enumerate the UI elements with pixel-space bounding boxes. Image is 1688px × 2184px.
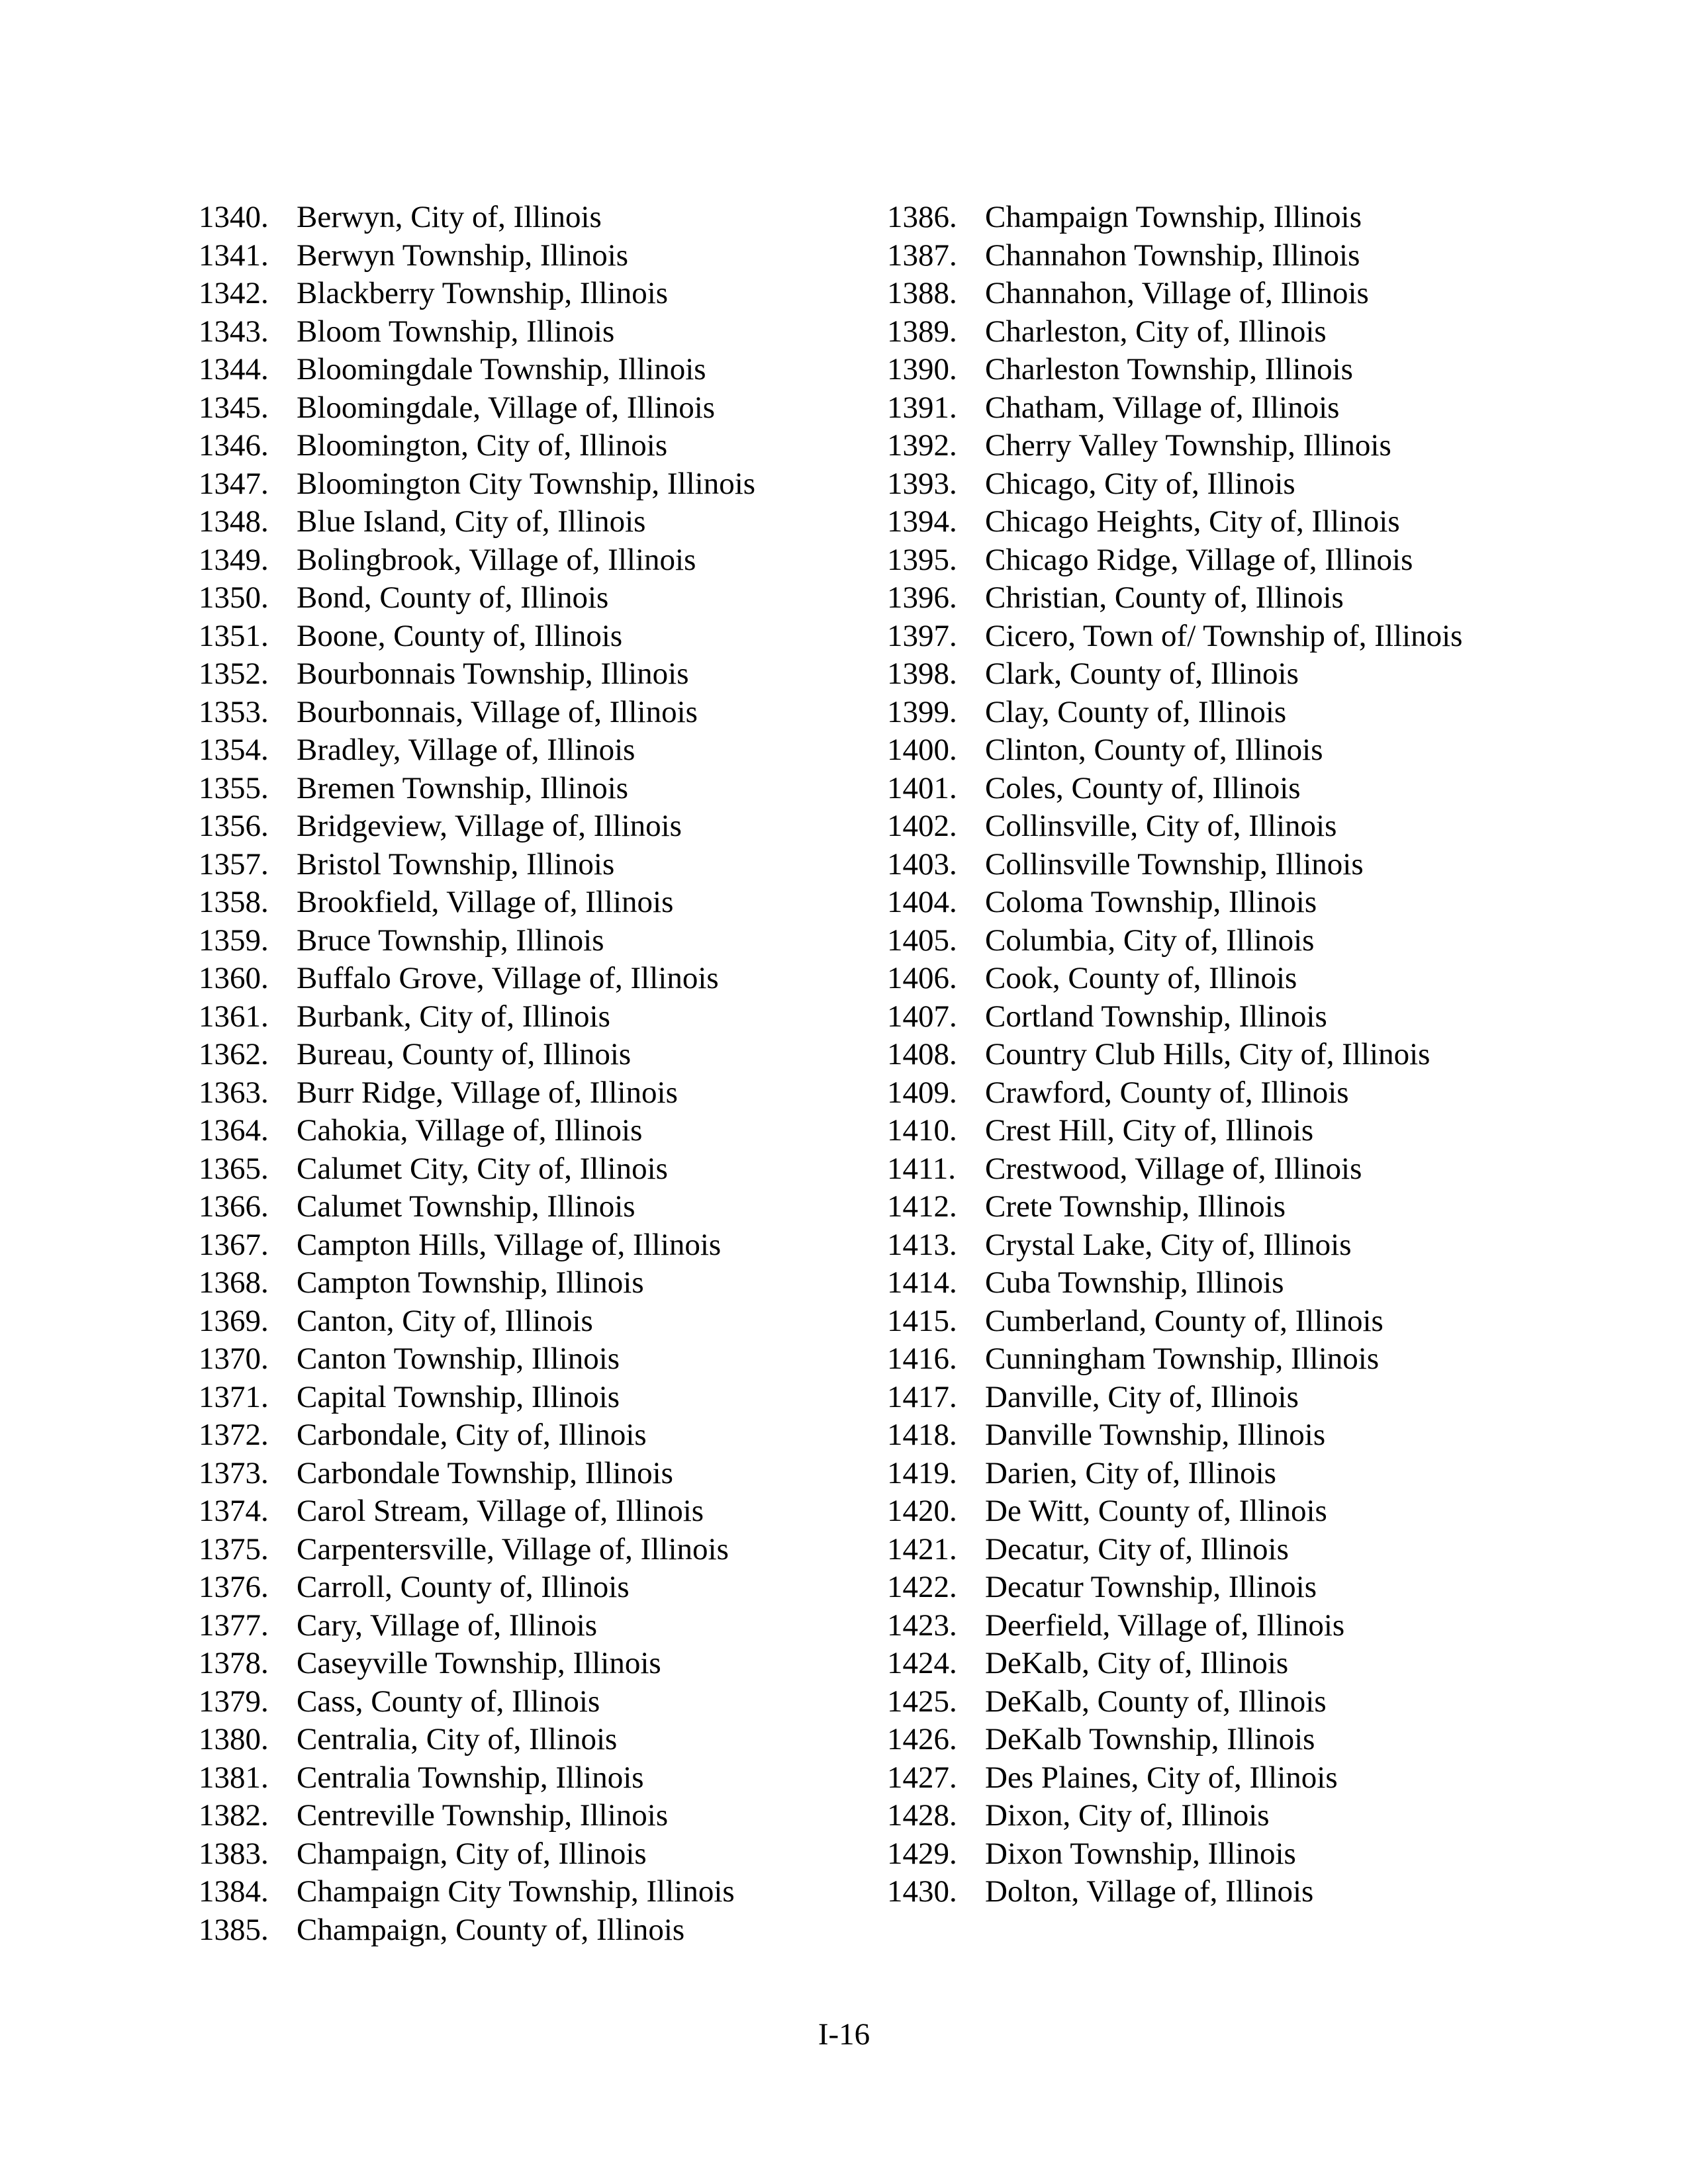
item-name: Bourbonnais, Village of, Illinois — [297, 694, 698, 729]
list-item — [887, 1226, 1483, 1265]
list-item — [199, 1379, 874, 1417]
item-name: Centreville Township, Illinois — [297, 1798, 669, 1833]
item-name: Bureau, County of, Illinois — [297, 1037, 632, 1071]
item-name: Chicago Heights, City of, Illinois — [985, 504, 1400, 539]
item-number: 1399. — [887, 694, 957, 729]
item-name: Columbia, City of, Illinois — [985, 923, 1315, 958]
list-item — [887, 1416, 1483, 1455]
list-item — [199, 846, 874, 884]
item-name: Campton Hills, Village of, Illinois — [297, 1227, 722, 1262]
list-item — [199, 465, 874, 504]
item-number: 1401. — [887, 770, 957, 805]
list-item — [199, 807, 874, 846]
item-name: Bond, County of, Illinois — [297, 580, 609, 615]
item-name: Champaign, City of, Illinois — [297, 1836, 647, 1871]
item-number: 1370. — [199, 1342, 269, 1376]
item-name: Crete Township, Illinois — [985, 1189, 1286, 1224]
item-name: Buffalo Grove, Village of, Illinois — [297, 961, 719, 995]
list-item — [887, 1492, 1483, 1531]
item-number: 1406. — [887, 961, 957, 995]
item-number: 1400. — [887, 733, 957, 767]
item-name: Clinton, County of, Illinois — [985, 733, 1323, 767]
item-name: Bloom Township, Illinois — [297, 314, 615, 349]
item-number: 1387. — [887, 238, 957, 273]
list-item — [199, 1150, 874, 1189]
item-number: 1346. — [199, 428, 269, 463]
item-number: 1362. — [199, 1037, 269, 1071]
item-number: 1408. — [887, 1037, 957, 1071]
item-number: 1429. — [887, 1836, 957, 1871]
item-number: 1342. — [199, 276, 269, 310]
item-number: 1395. — [887, 542, 957, 577]
item-number: 1379. — [199, 1684, 269, 1719]
list-item — [887, 1645, 1483, 1683]
item-number: 1390. — [887, 352, 957, 387]
item-number: 1426. — [887, 1722, 957, 1756]
item-number: 1411. — [887, 1151, 957, 1186]
item-number: 1356. — [199, 809, 269, 843]
item-number: 1416. — [887, 1342, 957, 1376]
item-name: Boone, County of, Illinois — [297, 618, 623, 653]
list-item — [199, 998, 874, 1036]
item-name: Carroll, County of, Illinois — [297, 1570, 630, 1604]
item-name: Blue Island, City of, Illinois — [297, 504, 646, 539]
list-item — [887, 846, 1483, 884]
item-number: 1430. — [887, 1874, 957, 1909]
item-name: Charleston, City of, Illinois — [985, 314, 1327, 349]
item-number: 1413. — [887, 1227, 957, 1262]
item-name: Bloomingdale Township, Illinois — [297, 352, 706, 387]
list-item — [887, 1569, 1483, 1607]
item-name: Country Club Hills, City of, Illinois — [985, 1037, 1430, 1071]
item-name: Carpentersville, Village of, Illinois — [297, 1531, 729, 1567]
item-name: Bolingbrook, Village of, Illinois — [297, 542, 696, 577]
item-name: Danville Township, Illinois — [985, 1418, 1326, 1452]
item-number: 1365. — [199, 1151, 269, 1186]
item-number: 1373. — [199, 1455, 269, 1490]
item-number: 1404. — [887, 885, 957, 919]
item-name: Deerfield, Village of, Illinois — [985, 1608, 1345, 1643]
item-number: 1424. — [887, 1646, 957, 1680]
item-number: 1409. — [887, 1075, 957, 1110]
list-item — [199, 579, 874, 617]
list-item — [199, 199, 874, 237]
list-item — [887, 1721, 1483, 1759]
list-item — [887, 1683, 1483, 1721]
list-item — [887, 275, 1483, 313]
item-name: Charleston Township, Illinois — [985, 352, 1353, 387]
item-name: Berwyn, City of, Illinois — [297, 200, 602, 234]
list-item — [199, 1226, 874, 1265]
item-number: 1376. — [199, 1570, 269, 1604]
list-item — [199, 655, 874, 694]
list-item — [887, 1797, 1483, 1835]
list-item — [199, 389, 874, 428]
item-number: 1340. — [199, 200, 269, 234]
item-name: Collinsville Township, Illinois — [985, 846, 1364, 882]
page-number: I-16 — [818, 2017, 870, 2052]
list-item — [199, 1911, 874, 1950]
item-number: 1381. — [199, 1760, 269, 1795]
list-item — [199, 1569, 874, 1607]
item-number: 1412. — [887, 1189, 957, 1224]
item-name: Bridgeview, Village of, Illinois — [297, 809, 682, 843]
list-item — [199, 884, 874, 922]
item-name: Decatur, City of, Illinois — [985, 1531, 1289, 1567]
item-name: Cortland Township, Illinois — [985, 999, 1327, 1034]
item-number: 1423. — [887, 1608, 957, 1643]
item-number: 1347. — [199, 466, 269, 501]
item-number: 1372. — [199, 1418, 269, 1452]
item-name: Decatur Township, Illinois — [985, 1570, 1317, 1604]
item-name: Christian, County of, Illinois — [985, 580, 1344, 615]
list-item — [199, 1188, 874, 1226]
item-number: 1397. — [887, 618, 957, 653]
list-item — [199, 1074, 874, 1113]
item-number: 1421. — [887, 1531, 957, 1567]
item-number: 1417. — [887, 1379, 957, 1414]
item-name: Clay, County of, Illinois — [985, 694, 1287, 729]
item-name: Capital Township, Illinois — [297, 1379, 620, 1414]
list-item — [887, 1835, 1483, 1874]
list-item — [199, 275, 874, 313]
list-item — [199, 1683, 874, 1721]
item-number: 1355. — [199, 770, 269, 805]
list-item — [199, 1645, 874, 1683]
list-item — [887, 1340, 1483, 1379]
list-item — [199, 1302, 874, 1341]
item-name: Bruce Township, Illinois — [297, 923, 604, 958]
list-item — [199, 503, 874, 541]
item-name: Bloomingdale, Village of, Illinois — [297, 390, 716, 425]
list-item — [199, 237, 874, 275]
item-name: Carol Stream, Village of, Illinois — [297, 1494, 704, 1528]
list-item — [887, 998, 1483, 1036]
item-name: Blackberry Township, Illinois — [297, 276, 669, 310]
item-name: Campton Township, Illinois — [297, 1265, 644, 1300]
list-item — [199, 541, 874, 580]
list-item — [887, 465, 1483, 504]
list-item — [199, 960, 874, 998]
item-number: 1380. — [199, 1722, 269, 1756]
item-name: Cumberland, County of, Illinois — [985, 1303, 1383, 1338]
item-name: Carbondale Township, Illinois — [297, 1455, 673, 1490]
item-name: Clark, County of, Illinois — [985, 657, 1299, 691]
list-item — [887, 427, 1483, 465]
list-item — [199, 1835, 874, 1874]
item-name: Carbondale, City of, Illinois — [297, 1418, 647, 1452]
item-number: 1360. — [199, 961, 269, 995]
item-number: 1427. — [887, 1760, 957, 1795]
item-name: Crestwood, Village of, Illinois — [985, 1151, 1362, 1186]
item-number: 1392. — [887, 428, 957, 463]
item-name: Calumet City, City of, Illinois — [297, 1151, 668, 1186]
item-number: 1349. — [199, 542, 269, 577]
item-number: 1391. — [887, 390, 957, 425]
item-name: Calumet Township, Illinois — [297, 1189, 635, 1224]
list-item — [887, 922, 1483, 960]
item-name: Burbank, City of, Illinois — [297, 999, 610, 1034]
list-item — [199, 1721, 874, 1759]
item-name: Collinsville, City of, Illinois — [985, 809, 1337, 843]
list-item — [887, 1112, 1483, 1150]
list-item — [887, 389, 1483, 428]
item-name: De Witt, County of, Illinois — [985, 1494, 1327, 1528]
item-number: 1394. — [887, 504, 957, 539]
list-item — [887, 351, 1483, 389]
list-item — [199, 1036, 874, 1074]
item-number: 1377. — [199, 1608, 269, 1643]
item-name: Dixon, City of, Illinois — [985, 1798, 1270, 1833]
item-number: 1358. — [199, 885, 269, 919]
item-number: 1384. — [199, 1874, 269, 1909]
item-number: 1354. — [199, 733, 269, 767]
item-number: 1383. — [199, 1836, 269, 1871]
item-number: 1359. — [199, 923, 269, 958]
item-name: Cahokia, Village of, Illinois — [297, 1113, 643, 1148]
item-name: Bourbonnais Township, Illinois — [297, 657, 689, 691]
list-item — [199, 1759, 874, 1797]
list-item — [199, 694, 874, 732]
list-item — [887, 1531, 1483, 1569]
item-number: 1371. — [199, 1379, 269, 1414]
list-item — [887, 1607, 1483, 1645]
list-item — [887, 541, 1483, 580]
list-item — [887, 1264, 1483, 1302]
item-number: 1348. — [199, 504, 269, 539]
list-item — [199, 1873, 874, 1911]
list-item — [199, 617, 874, 656]
list-item — [199, 313, 874, 351]
list-item — [887, 960, 1483, 998]
item-number: 1367. — [199, 1227, 269, 1262]
item-number: 1407. — [887, 999, 957, 1034]
item-number: 1375. — [199, 1531, 269, 1567]
item-number: 1343. — [199, 314, 269, 349]
item-number: 1369. — [199, 1303, 269, 1338]
item-name: Burr Ridge, Village of, Illinois — [297, 1075, 678, 1110]
list-item — [887, 1150, 1483, 1189]
item-number: 1353. — [199, 694, 269, 729]
list-item — [199, 1112, 874, 1150]
item-name: Champaign City Township, Illinois — [297, 1874, 735, 1909]
item-name: Dolton, Village of, Illinois — [985, 1874, 1314, 1909]
item-number: 1428. — [887, 1798, 957, 1833]
item-number: 1351. — [199, 618, 269, 653]
item-name: Bloomington, City of, Illinois — [297, 428, 668, 463]
item-number: 1389. — [887, 314, 957, 349]
item-name: Cary, Village of, Illinois — [297, 1608, 598, 1643]
item-name: Cuba Township, Illinois — [985, 1265, 1284, 1300]
item-name: DeKalb Township, Illinois — [985, 1722, 1315, 1756]
list-item — [887, 731, 1483, 770]
list-item — [199, 1264, 874, 1302]
item-name: Crystal Lake, City of, Illinois — [985, 1227, 1352, 1262]
item-name: Berwyn Township, Illinois — [297, 238, 629, 273]
item-number: 1396. — [887, 580, 957, 615]
list-item — [887, 313, 1483, 351]
item-name: Channahon Township, Illinois — [985, 238, 1360, 273]
item-name: Cass, County of, Illinois — [297, 1684, 600, 1719]
list-item — [887, 579, 1483, 617]
item-number: 1374. — [199, 1494, 269, 1528]
list-item — [887, 884, 1483, 922]
list-item — [887, 617, 1483, 656]
item-name: Chatham, Village of, Illinois — [985, 390, 1340, 425]
list-item — [199, 770, 874, 808]
list-item — [887, 655, 1483, 694]
item-name: Brookfield, Village of, Illinois — [297, 885, 674, 919]
item-number: 1364. — [199, 1113, 269, 1148]
item-number: 1361. — [199, 999, 269, 1034]
item-number: 1368. — [199, 1265, 269, 1300]
list-item — [887, 1036, 1483, 1074]
list-item — [887, 1455, 1483, 1493]
item-number: 1344. — [199, 352, 269, 387]
item-number: 1398. — [887, 657, 957, 691]
list-item — [887, 237, 1483, 275]
list-item — [199, 1492, 874, 1531]
item-number: 1386. — [887, 200, 957, 234]
item-number: 1341. — [199, 238, 269, 273]
item-name: DeKalb, City of, Illinois — [985, 1646, 1289, 1680]
item-name: Coloma Township, Illinois — [985, 885, 1317, 919]
list-item — [199, 1455, 874, 1493]
item-number: 1410. — [887, 1113, 957, 1148]
item-name: Channahon, Village of, Illinois — [985, 276, 1369, 310]
item-number: 1418. — [887, 1418, 957, 1452]
item-number: 1385. — [199, 1912, 269, 1947]
left-column-list — [199, 199, 874, 1949]
item-name: DeKalb, County of, Illinois — [985, 1684, 1327, 1719]
item-name: Bremen Township, Illinois — [297, 770, 629, 805]
list-item — [199, 922, 874, 960]
item-name: Bristol Township, Illinois — [297, 846, 615, 882]
list-item — [887, 807, 1483, 846]
item-number: 1366. — [199, 1189, 269, 1224]
list-item — [887, 1302, 1483, 1341]
item-name: Crawford, County of, Illinois — [985, 1075, 1349, 1110]
item-name: Des Plaines, City of, Illinois — [985, 1760, 1338, 1795]
list-item — [887, 770, 1483, 808]
item-name: Coles, County of, Illinois — [985, 770, 1301, 805]
item-name: Caseyville Township, Illinois — [297, 1646, 661, 1680]
item-number: 1382. — [199, 1798, 269, 1833]
list-item — [199, 427, 874, 465]
list-item — [199, 1797, 874, 1835]
item-number: 1388. — [887, 276, 957, 310]
item-name: Danville, City of, Illinois — [985, 1379, 1299, 1414]
item-name: Crest Hill, City of, Illinois — [985, 1113, 1314, 1148]
item-number: 1378. — [199, 1646, 269, 1680]
list-item — [199, 351, 874, 389]
item-number: 1345. — [199, 390, 269, 425]
item-name: Bradley, Village of, Illinois — [297, 733, 635, 767]
item-name: Champaign, County of, Illinois — [297, 1912, 685, 1947]
item-name: Canton Township, Illinois — [297, 1342, 620, 1376]
item-name: Champaign Township, Illinois — [985, 200, 1362, 234]
list-item — [887, 199, 1483, 237]
item-number: 1405. — [887, 923, 957, 958]
list-item — [887, 1873, 1483, 1911]
item-number: 1350. — [199, 580, 269, 615]
list-item — [887, 694, 1483, 732]
item-name: Cunningham Township, Illinois — [985, 1342, 1380, 1376]
list-item — [199, 1416, 874, 1455]
list-item — [887, 1379, 1483, 1417]
item-name: Chicago Ridge, Village of, Illinois — [985, 542, 1413, 577]
item-number: 1363. — [199, 1075, 269, 1110]
item-name: Chicago, City of, Illinois — [985, 466, 1295, 501]
item-name: Darien, City of, Illinois — [985, 1455, 1276, 1490]
item-number: 1420. — [887, 1494, 957, 1528]
list-item — [199, 1607, 874, 1645]
item-name: Dixon Township, Illinois — [985, 1836, 1296, 1871]
list-item — [887, 503, 1483, 541]
list-item — [887, 1074, 1483, 1113]
list-item — [199, 1340, 874, 1379]
list-item — [887, 1188, 1483, 1226]
item-number: 1414. — [887, 1265, 957, 1300]
item-name: Bloomington City Township, Illinois — [297, 466, 756, 501]
item-name: Cherry Valley Township, Illinois — [985, 428, 1391, 463]
item-number: 1402. — [887, 809, 957, 843]
item-number: 1415. — [887, 1303, 957, 1338]
item-number: 1422. — [887, 1570, 957, 1604]
item-number: 1403. — [887, 846, 957, 882]
item-name: Centralia, City of, Illinois — [297, 1722, 618, 1756]
item-name: Cicero, Town of/ Township of, Illinois — [985, 618, 1463, 653]
list-item — [887, 1759, 1483, 1797]
item-number: 1425. — [887, 1684, 957, 1719]
list-item — [199, 731, 874, 770]
item-name: Centralia Township, Illinois — [297, 1760, 644, 1795]
list-item — [199, 1531, 874, 1569]
item-number: 1352. — [199, 657, 269, 691]
item-number: 1357. — [199, 846, 269, 882]
item-number: 1393. — [887, 466, 957, 501]
right-column-list — [887, 199, 1483, 1911]
item-number: 1419. — [887, 1455, 957, 1490]
item-name: Canton, City of, Illinois — [297, 1303, 593, 1338]
item-name: Cook, County of, Illinois — [985, 961, 1297, 995]
